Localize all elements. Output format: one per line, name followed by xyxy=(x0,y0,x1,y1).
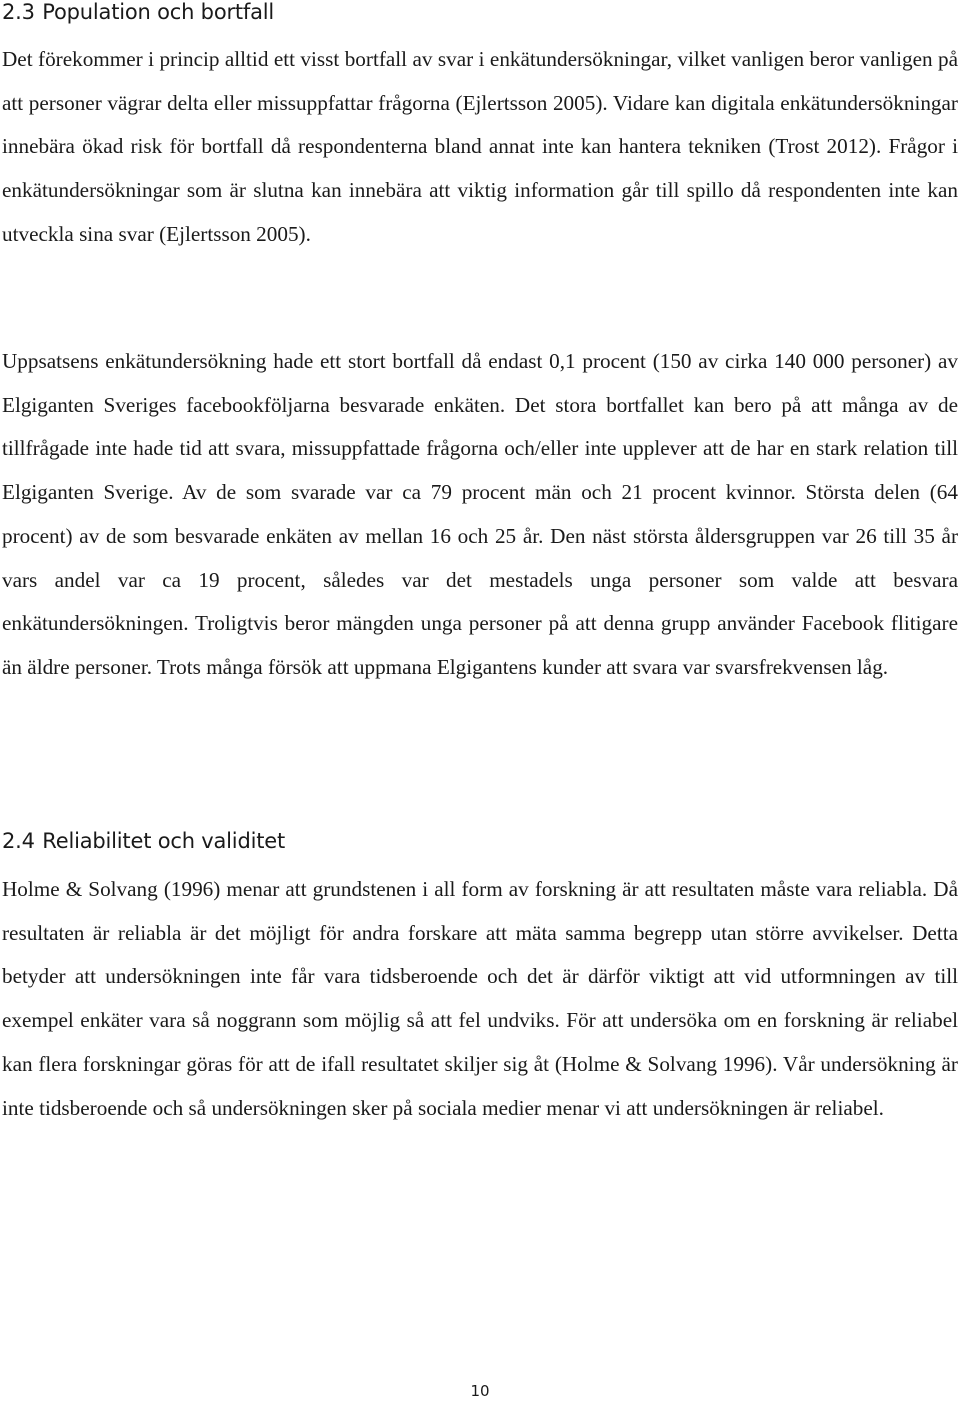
section-number: 2.4 xyxy=(2,829,35,853)
section-title: Reliabilitet och validitet xyxy=(42,829,285,853)
paragraph-bortfall-survey: Uppsatsens enkätundersökning hade ett stort bortfall då endast 0,1 procent (150 av cirka 140 000 personer) av Elgiganten Sveriges facebookföljarna besvarade enkäten. Det stora bortfallet kan bero på att många av de tillfrågade inte hade tid att svara, missuppfattade frågorna och/eller inte upplever att de har en stark relation till Elgiganten Sverige. Av de som svarade var ca 79 procent män och 21 procent kvinnor. Största delen (64 procent) av de som besvarade enkäten av mellan 16 och 25 år. Den näst största åldersgruppen var 26 till 35 år vars andel var ca 19 procent, således var det mestadels unga personer som valde att besvara enkätundersökningen. Troligtvis beror mängden unga personer på att denna grupp använder Facebook flitigare än äldre personer. Trots många försök att uppmana Elgigantens kunder att svara var svarsfrekvensen låg. xyxy=(2,349,958,679)
section-title: Population och bortfall xyxy=(42,0,275,24)
section-number: 2.3 xyxy=(2,0,35,24)
page-number: 10 xyxy=(470,1382,490,1400)
paragraph-bortfall-intro: Det förekommer i princip alltid ett visst bortfall av svar i enkätundersökningar, vilket vanligen beror vanligen på att personer vägrar delta eller missuppfattar frågorna (Ejlertsson 2005). Vidare kan digitala enkätundersökningar innebära ökad risk för bortfall då respondenterna bland annat inte kan hantera tekniken (Trost 2012). Frågor i enkätundersökningar som är slutna kan innebära att viktig information går till spillo då respondenten inte kan utveckla sina svar (Ejlertsson 2005). xyxy=(2,47,958,246)
section-heading-population xyxy=(2,0,274,24)
section-heading-reliabilitet xyxy=(2,829,285,853)
paragraph-reliabilitet: Holme & Solvang (1996) menar att grundstenen i all form av forskning är att resultaten måste vara reliabla. Då resultaten är reliabla är det möjligt för andra forskare att mäta samma begrepp utan större avvikelser. Detta betyder att undersökningen inte får vara tidsberoende och det är därför viktigt att vid utformningen av till exempel enkäter vara så noggrann som möjlig så att fel undviks. För att undersöka om en forskning är reliabel kan flera forskningar göras för att de ifall resultatet skiljer sig åt (Holme & Solvang 1996). Vår undersökning är inte tidsberoende och så undersökningen sker på sociala medier menar vi att undersökningen är reliabel. xyxy=(2,877,958,1120)
